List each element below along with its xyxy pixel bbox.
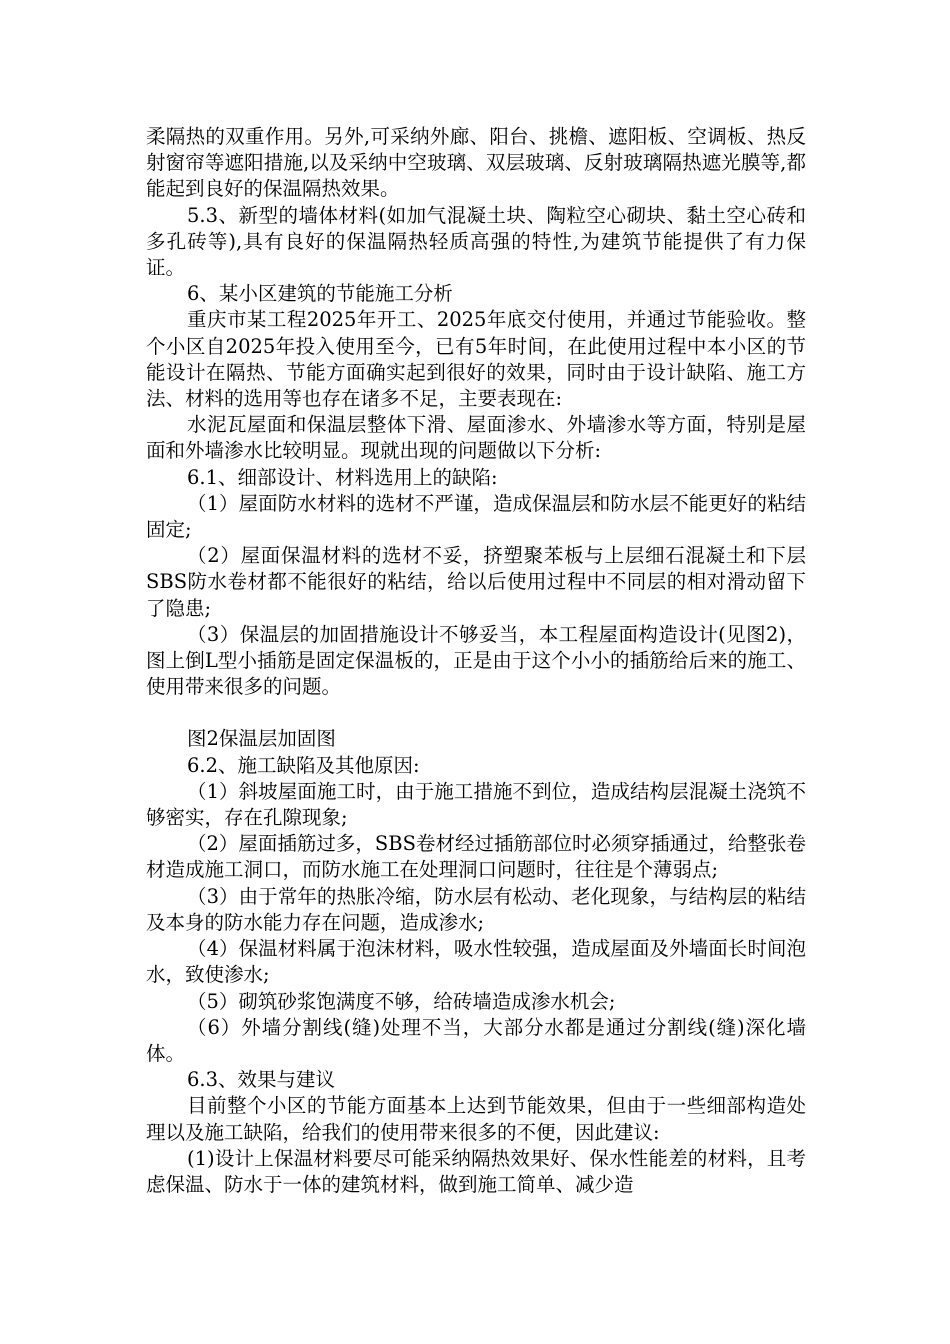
- list-item-6-2-5: （5）砌筑砂浆饱满度不够，给砖墙造成渗水机会;: [187, 989, 616, 1013]
- paragraph-5-3-wall-materials: 5.3、新型的墙体材料(如加气混凝土块、陶粒空心砌块、黏土空心砖和多孔砖等),具有良好的保温隔热轻质高强的特性,为建筑节能提供了有力保证。: [146, 203, 806, 280]
- paragraph-problem-summary: 水泥瓦屋面和保温层整体下滑、屋面渗水、外墙渗水等方面，特别是屋面和外墙渗水比较明显。现就出现的问题做以下分析:: [146, 413, 806, 463]
- list-item-6-2-2: （2）屋面插筋过多，SBS卷材经过插筋部位时必须穿插通过，给整张卷材造成施工洞口，而防水施工在处理洞口问题时，往往是个薄弱点;: [146, 832, 806, 882]
- figure-placeholder-gap: [146, 700, 806, 726]
- list-item-6-3-1: (1)设计上保温材料要尽可能采纳隔热效果好、保水性能差的材料，且考虑保温、防水于一体的建筑材料，做到施工简单、减少造: [146, 1146, 806, 1196]
- section-heading-6: 6、某小区建筑的节能施工分析: [187, 282, 453, 306]
- list-item-6-1-2: （2）屋面保温材料的选材不妥，挤塑聚苯板与上层细石混凝土和下层SBS防水卷材都不能很好的粘结，给以后使用过程中不同层的相对滑动留下了隐患;: [146, 544, 806, 620]
- list-item-6-2-4: （4）保温材料属于泡沫材料，吸水性较强，造成屋面及外墙面长时间泡水，致使渗水;: [146, 937, 806, 987]
- paragraph-project-overview: 重庆市某工程2025年开工、2025年底交付使用，并通过节能验收。整个小区自2025年投入使用至今，已有5年时间，在此使用过程中本小区的节能设计在隔热、节能方面确实起到很好的效果，同时由于设计缺陷、施工方法、材料的选用等也存在诸多不足，主要表现在:: [146, 308, 806, 411]
- list-item-6-2-3: （3）由于常年的热胀冷缩，防水层有松动、老化现象，与结构层的粘结及本身的防水能力存在问题，造成渗水;: [146, 884, 806, 934]
- list-item-6-1-1: （1）屋面防水材料的选材不严谨，造成保温层和防水层不能更好的粘结固定;: [146, 491, 806, 542]
- list-item-6-1-3: （3）保温层的加固措施设计不够妥当，本工程屋面构造设计(见图2)，图上倒L型小插筋是固定保温板的，正是由于这个小小的插筋给后来的施工、使用带来很多的问题。: [146, 622, 806, 699]
- paragraph-roof-shading-continuation: 柔隔热的双重作用。另外,可采纳外廊、阳台、挑檐、遮阳板、空调板、热反射窗帘等遮阳措施,以及采纳中空玻璃、双层玻璃、反射玻璃隔热遮光膜等,都能起到良好的保温隔热效果。: [146, 125, 806, 201]
- list-item-6-2-6: （6）外墙分割线(缝)处理不当，大部分水都是通过分割线(缝)深化墙体。: [146, 1015, 806, 1065]
- figure-caption: 图2保温层加固图: [187, 727, 336, 751]
- list-item-6-2-1: （1）斜坡屋面施工时，由于施工措施不到位，造成结构层混凝土浇筑不够密实，存在孔隙现象;: [146, 779, 806, 830]
- subsection-heading-6-1: 6.1、细部设计、材料选用上的缺陷:: [187, 465, 498, 489]
- paragraph-results-summary: 目前整个小区的节能方面基本上达到节能效果，但由于一些细部构造处理以及施工缺陷，给我们的使用带来很多的不便，因此建议:: [146, 1094, 806, 1144]
- subsection-heading-6-2: 6.2、施工缺陷及其他原因:: [187, 753, 420, 777]
- document-page: [146, 124, 806, 1198]
- subsection-heading-6-3: 6.3、效果与建议: [187, 1068, 336, 1092]
